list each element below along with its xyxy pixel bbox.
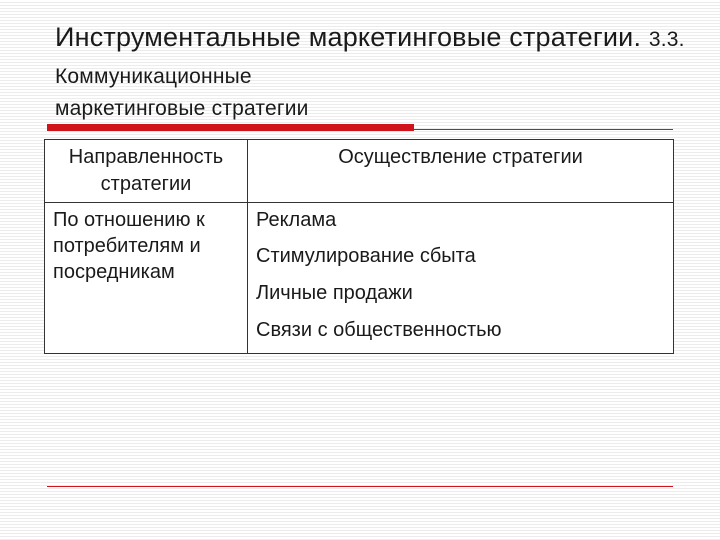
strategy-table bbox=[44, 139, 674, 354]
list-item: Стимулирование сбыта bbox=[256, 245, 476, 267]
list-item: Реклама bbox=[256, 209, 337, 231]
cell-implementation bbox=[248, 203, 674, 354]
title-subtitle: маркетинговые стратегии bbox=[55, 97, 309, 120]
slide-title bbox=[55, 20, 695, 122]
title-section: 3.3. Коммуникационные bbox=[55, 28, 685, 88]
cell-direction: По отношению к потребителям и посредникам bbox=[45, 203, 248, 354]
footer-rule bbox=[47, 486, 673, 487]
list-item: Личные продажи bbox=[256, 282, 413, 304]
title-main: Инструментальные маркетинговые стратегии. bbox=[55, 22, 642, 52]
header-implementation: Осуществление стратегии bbox=[248, 140, 674, 203]
title-underline-thin bbox=[414, 129, 673, 130]
table-row bbox=[45, 203, 674, 354]
title-underline-thick bbox=[47, 124, 414, 131]
table-header-row bbox=[45, 140, 674, 203]
header-direction: Направленность стратегии bbox=[45, 140, 248, 203]
list-item: Связи с общественностью bbox=[256, 319, 502, 341]
